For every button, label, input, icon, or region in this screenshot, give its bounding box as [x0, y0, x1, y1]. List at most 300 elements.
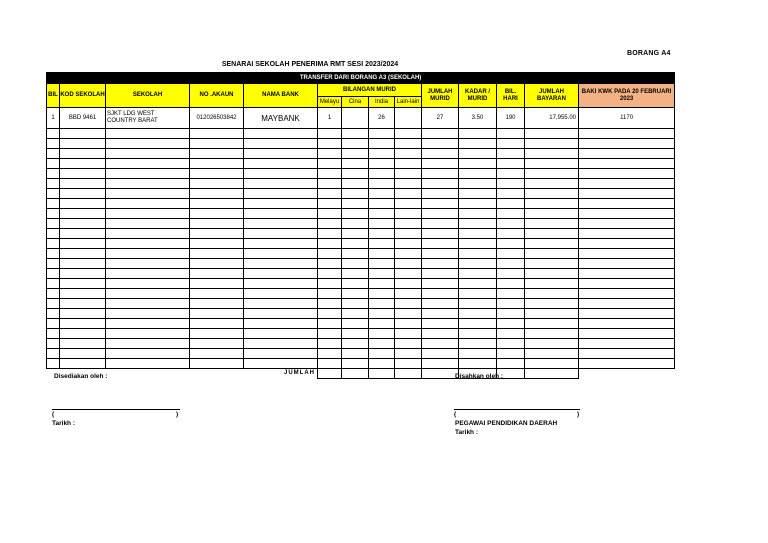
header-kod-sekolah: KOD SEKOLAH: [60, 84, 106, 108]
empty-cell: [342, 359, 369, 369]
empty-cell: [525, 299, 579, 309]
empty-cell: [395, 239, 422, 249]
empty-row: [47, 259, 675, 269]
empty-cell: [47, 219, 60, 229]
empty-cell: [395, 129, 422, 139]
empty-cell: [342, 279, 369, 289]
empty-cell: [422, 289, 459, 299]
empty-cell: [422, 129, 459, 139]
cell-bil-hari: 190: [497, 108, 525, 129]
empty-cell: [422, 329, 459, 339]
empty-cell: [244, 279, 318, 289]
empty-cell: [342, 299, 369, 309]
empty-cell: [106, 199, 190, 209]
empty-cell: [190, 269, 244, 279]
header-sekolah: SEKOLAH: [106, 84, 190, 108]
signature-line-left: [52, 409, 180, 410]
empty-row: [47, 349, 675, 359]
empty-cell: [422, 309, 459, 319]
empty-cell: [459, 159, 497, 169]
empty-cell: [369, 269, 395, 279]
empty-cell: [579, 199, 675, 209]
empty-cell: [422, 299, 459, 309]
empty-cell: [244, 149, 318, 159]
empty-cell: [369, 259, 395, 269]
empty-cell: [190, 219, 244, 229]
empty-cell: [395, 319, 422, 329]
empty-cell: [106, 229, 190, 239]
empty-cell: [459, 189, 497, 199]
empty-cell: [525, 149, 579, 159]
empty-cell: [525, 359, 579, 369]
empty-cell: [60, 259, 106, 269]
empty-row: [47, 209, 675, 219]
empty-cell: [422, 279, 459, 289]
empty-cell: [525, 309, 579, 319]
empty-cell: [525, 339, 579, 349]
cell-baki: 1170: [579, 108, 675, 129]
empty-cell: [579, 219, 675, 229]
empty-cell: [459, 169, 497, 179]
empty-cell: [497, 139, 525, 149]
empty-cell: [579, 129, 675, 139]
empty-cell: [47, 349, 60, 359]
empty-cell: [318, 229, 342, 239]
empty-cell: [395, 359, 422, 369]
empty-cell: [497, 169, 525, 179]
empty-cell: [579, 289, 675, 299]
empty-cell: [318, 239, 342, 249]
empty-cell: [244, 249, 318, 259]
empty-cell: [190, 139, 244, 149]
empty-cell: [318, 159, 342, 169]
empty-cell: [459, 319, 497, 329]
empty-cell: [422, 359, 459, 369]
empty-cell: [342, 129, 369, 139]
empty-cell: [395, 249, 422, 259]
empty-cell: [318, 169, 342, 179]
empty-cell: [318, 359, 342, 369]
empty-row: [47, 189, 675, 199]
empty-cell: [579, 309, 675, 319]
empty-cell: [318, 339, 342, 349]
empty-cell: [459, 339, 497, 349]
empty-cell: [318, 279, 342, 289]
table-banner: TRANSFER DARI BORANG A3 (SEKOLAH): [47, 73, 675, 84]
empty-cell: [60, 339, 106, 349]
empty-cell: [244, 349, 318, 359]
empty-cell: [318, 299, 342, 309]
empty-cell: [47, 249, 60, 259]
empty-cell: [318, 259, 342, 269]
empty-cell: [190, 289, 244, 299]
empty-cell: [342, 169, 369, 179]
total-cell: [525, 369, 579, 379]
empty-cell: [459, 349, 497, 359]
empty-cell: [190, 129, 244, 139]
cell-no-akaun: 012026503842: [190, 108, 244, 129]
empty-cell: [190, 319, 244, 329]
cell-jumlah-murid: 27: [422, 108, 459, 129]
empty-cell: [497, 189, 525, 199]
header-nama-bank: NAMA BANK: [244, 84, 318, 108]
empty-cell: [47, 189, 60, 199]
empty-cell: [318, 319, 342, 329]
empty-cell: [459, 359, 497, 369]
empty-cell: [60, 179, 106, 189]
empty-cell: [525, 229, 579, 239]
empty-cell: [395, 259, 422, 269]
empty-cell: [244, 339, 318, 349]
header-baki-kwk: BAKI KWK PADA 20 FEBRUARI 2023: [579, 84, 675, 108]
empty-cell: [318, 139, 342, 149]
empty-cell: [395, 159, 422, 169]
empty-cell: [318, 129, 342, 139]
empty-cell: [244, 259, 318, 269]
empty-cell: [497, 249, 525, 259]
empty-cell: [106, 319, 190, 329]
cell-kadar: 3.50: [459, 108, 497, 129]
empty-cell: [525, 329, 579, 339]
page-title: SENARAI SEKOLAH PENERIMA RMT SESI 2023/2024: [221, 61, 399, 68]
empty-cell: [47, 149, 60, 159]
empty-cell: [525, 239, 579, 249]
header-jumlah-murid: JUMLAH MURID: [422, 84, 459, 108]
total-cell: [342, 369, 369, 379]
empty-cell: [422, 269, 459, 279]
empty-row: [47, 319, 675, 329]
empty-cell: [190, 339, 244, 349]
empty-cell: [47, 229, 60, 239]
total-cell: [422, 369, 459, 379]
empty-cell: [106, 349, 190, 359]
empty-cell: [422, 339, 459, 349]
empty-cell: [422, 249, 459, 259]
empty-cell: [318, 289, 342, 299]
empty-cell: [60, 309, 106, 319]
empty-cell: [459, 299, 497, 309]
empty-cell: [47, 159, 60, 169]
empty-row: [47, 199, 675, 209]
empty-cell: [244, 239, 318, 249]
cell-india: 26: [369, 108, 395, 129]
empty-cell: [395, 339, 422, 349]
empty-cell: [422, 159, 459, 169]
empty-cell: [422, 319, 459, 329]
empty-cell: [190, 179, 244, 189]
empty-cell: [525, 259, 579, 269]
empty-row: [47, 219, 675, 229]
empty-cell: [395, 329, 422, 339]
empty-cell: [244, 139, 318, 149]
empty-cell: [60, 319, 106, 329]
empty-cell: [525, 279, 579, 289]
empty-cell: [47, 269, 60, 279]
empty-cell: [190, 239, 244, 249]
tarikh-left: Tarikh :: [52, 420, 75, 427]
empty-cell: [106, 359, 190, 369]
cell-sekolah: [106, 108, 190, 129]
empty-cell: [369, 279, 395, 289]
empty-cell: [497, 209, 525, 219]
table-row: [47, 108, 675, 129]
empty-cell: [422, 209, 459, 219]
empty-cell: [369, 169, 395, 179]
empty-cell: [422, 239, 459, 249]
empty-cell: [369, 179, 395, 189]
empty-cell: [106, 219, 190, 229]
empty-cell: [106, 189, 190, 199]
empty-cell: [47, 299, 60, 309]
disediakan-label: Disediakan oleh :: [54, 373, 108, 380]
empty-cell: [244, 219, 318, 229]
paren-right-open: (: [454, 411, 457, 418]
empty-cell: [459, 229, 497, 239]
empty-cell: [459, 139, 497, 149]
empty-cell: [47, 239, 60, 249]
empty-cell: [342, 329, 369, 339]
empty-cell: [60, 249, 106, 259]
empty-cell: [342, 319, 369, 329]
empty-cell: [342, 259, 369, 269]
empty-cell: [579, 139, 675, 149]
disahkan-label: Disahkan oleh :: [455, 373, 504, 380]
cell-lain-lain: [395, 108, 422, 129]
empty-cell: [497, 269, 525, 279]
empty-cell: [47, 309, 60, 319]
empty-cell: [579, 339, 675, 349]
paren-right-close: ): [577, 411, 580, 418]
empty-cell: [342, 149, 369, 159]
empty-cell: [106, 249, 190, 259]
empty-cell: [342, 349, 369, 359]
empty-cell: [525, 219, 579, 229]
empty-row: [47, 159, 675, 169]
total-label: JUMLAH: [284, 370, 315, 377]
empty-cell: [244, 359, 318, 369]
empty-cell: [342, 229, 369, 239]
empty-cell: [47, 129, 60, 139]
empty-cell: [459, 179, 497, 189]
empty-cell: [497, 229, 525, 239]
empty-cell: [244, 129, 318, 139]
empty-cell: [60, 269, 106, 279]
empty-row: [47, 149, 675, 159]
empty-cell: [318, 189, 342, 199]
empty-cell: [60, 349, 106, 359]
empty-cell: [459, 249, 497, 259]
empty-cell: [497, 129, 525, 139]
empty-cell: [318, 269, 342, 279]
empty-cell: [579, 299, 675, 309]
empty-cell: [459, 329, 497, 339]
empty-cell: [525, 139, 579, 149]
empty-cell: [497, 339, 525, 349]
empty-cell: [244, 159, 318, 169]
header-jumlah-bayaran: JUMLAH BAYARAN: [525, 84, 579, 108]
empty-cell: [395, 209, 422, 219]
empty-row: [47, 239, 675, 249]
empty-cell: [244, 309, 318, 319]
cell-jumlah-bayaran: 17,955.00: [525, 108, 579, 129]
empty-cell: [244, 289, 318, 299]
empty-cell: [422, 139, 459, 149]
empty-cell: [497, 179, 525, 189]
empty-cell: [47, 359, 60, 369]
empty-row: [47, 139, 675, 149]
header-kadar-murid: KADAR / MURID: [459, 84, 497, 108]
empty-cell: [579, 159, 675, 169]
empty-cell: [60, 199, 106, 209]
empty-cell: [318, 219, 342, 229]
empty-cell: [60, 149, 106, 159]
empty-cell: [47, 139, 60, 149]
empty-cell: [342, 269, 369, 279]
empty-cell: [497, 149, 525, 159]
empty-cell: [369, 239, 395, 249]
empty-cell: [106, 339, 190, 349]
empty-cell: [47, 209, 60, 219]
empty-cell: [244, 299, 318, 309]
empty-cell: [525, 159, 579, 169]
empty-cell: [395, 179, 422, 189]
empty-cell: [106, 289, 190, 299]
empty-cell: [47, 319, 60, 329]
empty-cell: [190, 189, 244, 199]
empty-row: [47, 269, 675, 279]
empty-cell: [395, 219, 422, 229]
empty-cell: [60, 229, 106, 239]
empty-cell: [318, 209, 342, 219]
empty-cell: [369, 129, 395, 139]
empty-cell: [459, 309, 497, 319]
empty-cell: [318, 149, 342, 159]
empty-cell: [190, 349, 244, 359]
empty-cell: [244, 199, 318, 209]
empty-cell: [395, 269, 422, 279]
empty-cell: [60, 299, 106, 309]
empty-cell: [106, 259, 190, 269]
tarikh-right: Tarikh :: [455, 429, 478, 436]
empty-cell: [525, 179, 579, 189]
empty-cell: [579, 349, 675, 359]
empty-cell: [318, 349, 342, 359]
empty-cell: [395, 309, 422, 319]
empty-cell: [190, 149, 244, 159]
empty-cell: [342, 189, 369, 199]
empty-cell: [369, 289, 395, 299]
empty-cell: [106, 149, 190, 159]
header-india: India: [369, 97, 395, 108]
cell-melayu: 1: [318, 108, 342, 129]
empty-cell: [525, 189, 579, 199]
total-cell: [318, 369, 342, 379]
empty-cell: [459, 279, 497, 289]
empty-cell: [106, 209, 190, 219]
empty-cell: [497, 299, 525, 309]
empty-cell: [579, 319, 675, 329]
empty-cell: [497, 359, 525, 369]
empty-cell: [395, 349, 422, 359]
empty-cell: [318, 179, 342, 189]
header-melayu: Melayu: [318, 97, 342, 108]
empty-cell: [342, 219, 369, 229]
empty-cell: [342, 179, 369, 189]
empty-cell: [579, 239, 675, 249]
empty-cell: [422, 149, 459, 159]
empty-cell: [525, 289, 579, 299]
empty-cell: [422, 199, 459, 209]
empty-cell: [369, 219, 395, 229]
empty-cell: [60, 289, 106, 299]
empty-cell: [525, 319, 579, 329]
empty-cell: [47, 169, 60, 179]
empty-cell: [497, 279, 525, 289]
empty-cell: [244, 319, 318, 329]
empty-cell: [422, 189, 459, 199]
empty-cell: [579, 169, 675, 179]
empty-cell: [395, 299, 422, 309]
paren-left-open: (: [52, 411, 55, 418]
header-no-akaun: NO .AKAUN: [190, 84, 244, 108]
empty-cell: [106, 309, 190, 319]
empty-cell: [497, 239, 525, 249]
empty-cell: [60, 279, 106, 289]
empty-cell: [190, 279, 244, 289]
empty-cell: [422, 219, 459, 229]
empty-cell: [190, 229, 244, 239]
empty-cell: [190, 169, 244, 179]
empty-cell: [244, 209, 318, 219]
total-cell: [369, 369, 395, 379]
empty-row: [47, 309, 675, 319]
empty-cell: [342, 239, 369, 249]
empty-cell: [369, 349, 395, 359]
empty-cell: [422, 179, 459, 189]
empty-cell: [369, 249, 395, 259]
empty-cell: [318, 249, 342, 259]
empty-cell: [579, 209, 675, 219]
header-bil: BIL: [47, 84, 60, 108]
empty-cell: [342, 289, 369, 299]
empty-cell: [106, 159, 190, 169]
empty-cell: [60, 329, 106, 339]
empty-cell: [318, 199, 342, 209]
empty-cell: [190, 309, 244, 319]
empty-cell: [459, 209, 497, 219]
empty-cell: [579, 259, 675, 269]
empty-cell: [47, 329, 60, 339]
empty-cell: [497, 259, 525, 269]
empty-cell: [60, 169, 106, 179]
header-cina: Cina: [342, 97, 369, 108]
empty-cell: [497, 309, 525, 319]
empty-row: [47, 169, 675, 179]
empty-cell: [395, 279, 422, 289]
empty-cell: [579, 179, 675, 189]
empty-cell: [342, 209, 369, 219]
empty-cell: [459, 199, 497, 209]
empty-cell: [459, 149, 497, 159]
empty-cell: [395, 169, 422, 179]
empty-cell: [106, 269, 190, 279]
empty-row: [47, 179, 675, 189]
pegawai-label: PEGAWAI PENDIDIKAN DAERAH: [455, 420, 558, 427]
cell-bil: 1: [47, 108, 60, 129]
empty-cell: [525, 269, 579, 279]
empty-cell: [60, 359, 106, 369]
empty-row: [47, 359, 675, 369]
